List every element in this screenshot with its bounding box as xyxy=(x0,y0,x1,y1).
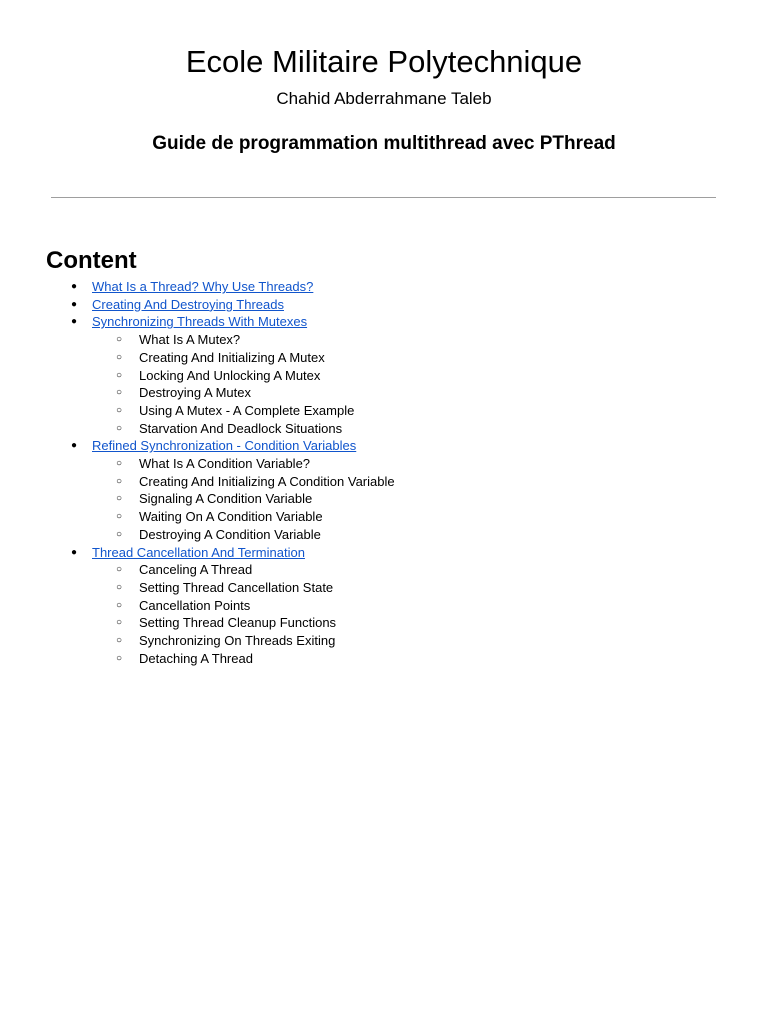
table-of-contents xyxy=(0,278,768,667)
toc-sublist xyxy=(0,455,768,544)
toc-subitem xyxy=(0,508,768,526)
toc-link[interactable]: Refined Synchronization - Condition Variables xyxy=(92,438,357,454)
toc-sublist-container xyxy=(0,455,768,544)
toc-subitem xyxy=(0,597,768,615)
circle-bullet-icon: ○ xyxy=(115,387,123,399)
institution-name: Ecole Militaire Polytechnique xyxy=(185,44,583,79)
bullet-icon: ● xyxy=(70,298,78,310)
toc-subitem xyxy=(0,579,768,597)
circle-bullet-icon: ○ xyxy=(115,528,123,540)
circle-bullet-icon: ○ xyxy=(115,599,123,611)
circle-bullet-icon: ○ xyxy=(115,511,123,523)
circle-bullet-icon: ○ xyxy=(115,334,123,346)
toc-subitem-label: What Is A Mutex? xyxy=(139,332,241,348)
bullet-icon: ● xyxy=(70,281,78,292)
bullet-icon: ● xyxy=(70,440,78,452)
toc-subitem-label: Destroying A Condition Variable xyxy=(139,526,321,542)
toc-subitem-label: Canceling A Thread xyxy=(139,562,253,578)
toc-subitem xyxy=(0,367,768,385)
toc-subitem-label: Destroying A Mutex xyxy=(139,385,251,401)
toc-subitem xyxy=(0,650,768,668)
toc-subitem-label: Synchronizing On Threads Exiting xyxy=(139,633,336,649)
bullet-icon: ● xyxy=(70,316,78,328)
toc-subitem xyxy=(0,473,768,491)
toc-sublist xyxy=(0,331,768,437)
circle-bullet-icon: ○ xyxy=(115,564,123,576)
bullet-icon: ● xyxy=(70,546,78,558)
circle-bullet-icon: ○ xyxy=(115,635,123,647)
toc-subitem xyxy=(0,331,768,349)
toc-subitem xyxy=(0,349,768,367)
toc-item xyxy=(0,296,768,314)
toc-subitem xyxy=(0,526,768,544)
toc-link[interactable]: What Is a Thread? Why Use Threads? xyxy=(92,279,314,294)
document-title: Guide de programmation multithread avec PThread xyxy=(152,133,616,154)
toc-subitem-label: Waiting On A Condition Variable xyxy=(139,509,323,525)
toc-subitem xyxy=(0,455,768,473)
content-heading: Content xyxy=(46,247,137,274)
toc-item xyxy=(0,313,768,331)
toc-sublist-container xyxy=(0,561,768,667)
circle-bullet-icon: ○ xyxy=(115,581,123,593)
circle-bullet-icon: ○ xyxy=(115,493,123,505)
toc-item xyxy=(0,437,768,455)
toc-item xyxy=(0,278,768,296)
toc-subitem-label: Setting Thread Cleanup Functions xyxy=(139,615,337,631)
toc-sublist-container xyxy=(0,331,768,437)
circle-bullet-icon: ○ xyxy=(115,652,123,664)
toc-subitem xyxy=(0,402,768,420)
toc-subitem-label: Using A Mutex - A Complete Example xyxy=(139,402,355,418)
toc-subitem-label: Cancellation Points xyxy=(139,597,251,613)
toc-subitem xyxy=(0,490,768,508)
toc-link[interactable]: Thread Cancellation And Termination xyxy=(92,544,305,560)
toc-subitem xyxy=(0,384,768,402)
toc-subitem-label: Creating And Initializing A Mutex xyxy=(139,349,325,365)
toc-subitem-label: Detaching A Thread xyxy=(139,650,253,666)
toc-subitem-label: Setting Thread Cancellation State xyxy=(139,579,334,595)
toc-subitem xyxy=(0,632,768,650)
circle-bullet-icon: ○ xyxy=(115,475,123,487)
circle-bullet-icon: ○ xyxy=(115,617,123,629)
circle-bullet-icon: ○ xyxy=(115,458,123,470)
toc-subitem-label: What Is A Condition Variable? xyxy=(139,456,311,472)
author-name: Chahid Abderrahmane Taleb xyxy=(276,89,492,108)
toc-subitem xyxy=(0,561,768,579)
toc-subitem-label: Signaling A Condition Variable xyxy=(139,491,313,507)
toc-link[interactable]: Creating And Destroying Threads xyxy=(92,296,284,312)
circle-bullet-icon: ○ xyxy=(115,369,123,381)
toc-subitem-label: Creating And Initializing A Condition Variable xyxy=(139,473,395,489)
toc-subitem xyxy=(0,614,768,632)
circle-bullet-icon: ○ xyxy=(115,351,123,363)
toc-subitem-label: Locking And Unlocking A Mutex xyxy=(139,367,321,383)
circle-bullet-icon: ○ xyxy=(115,404,123,416)
toc-link[interactable]: Synchronizing Threads With Mutexes xyxy=(92,314,308,330)
circle-bullet-icon: ○ xyxy=(115,422,123,434)
toc-subitem-label: Starvation And Deadlock Situations xyxy=(139,420,343,436)
horizontal-divider xyxy=(51,197,716,198)
toc-sublist xyxy=(0,561,768,667)
toc-subitem xyxy=(0,420,768,438)
toc-item xyxy=(0,544,768,562)
